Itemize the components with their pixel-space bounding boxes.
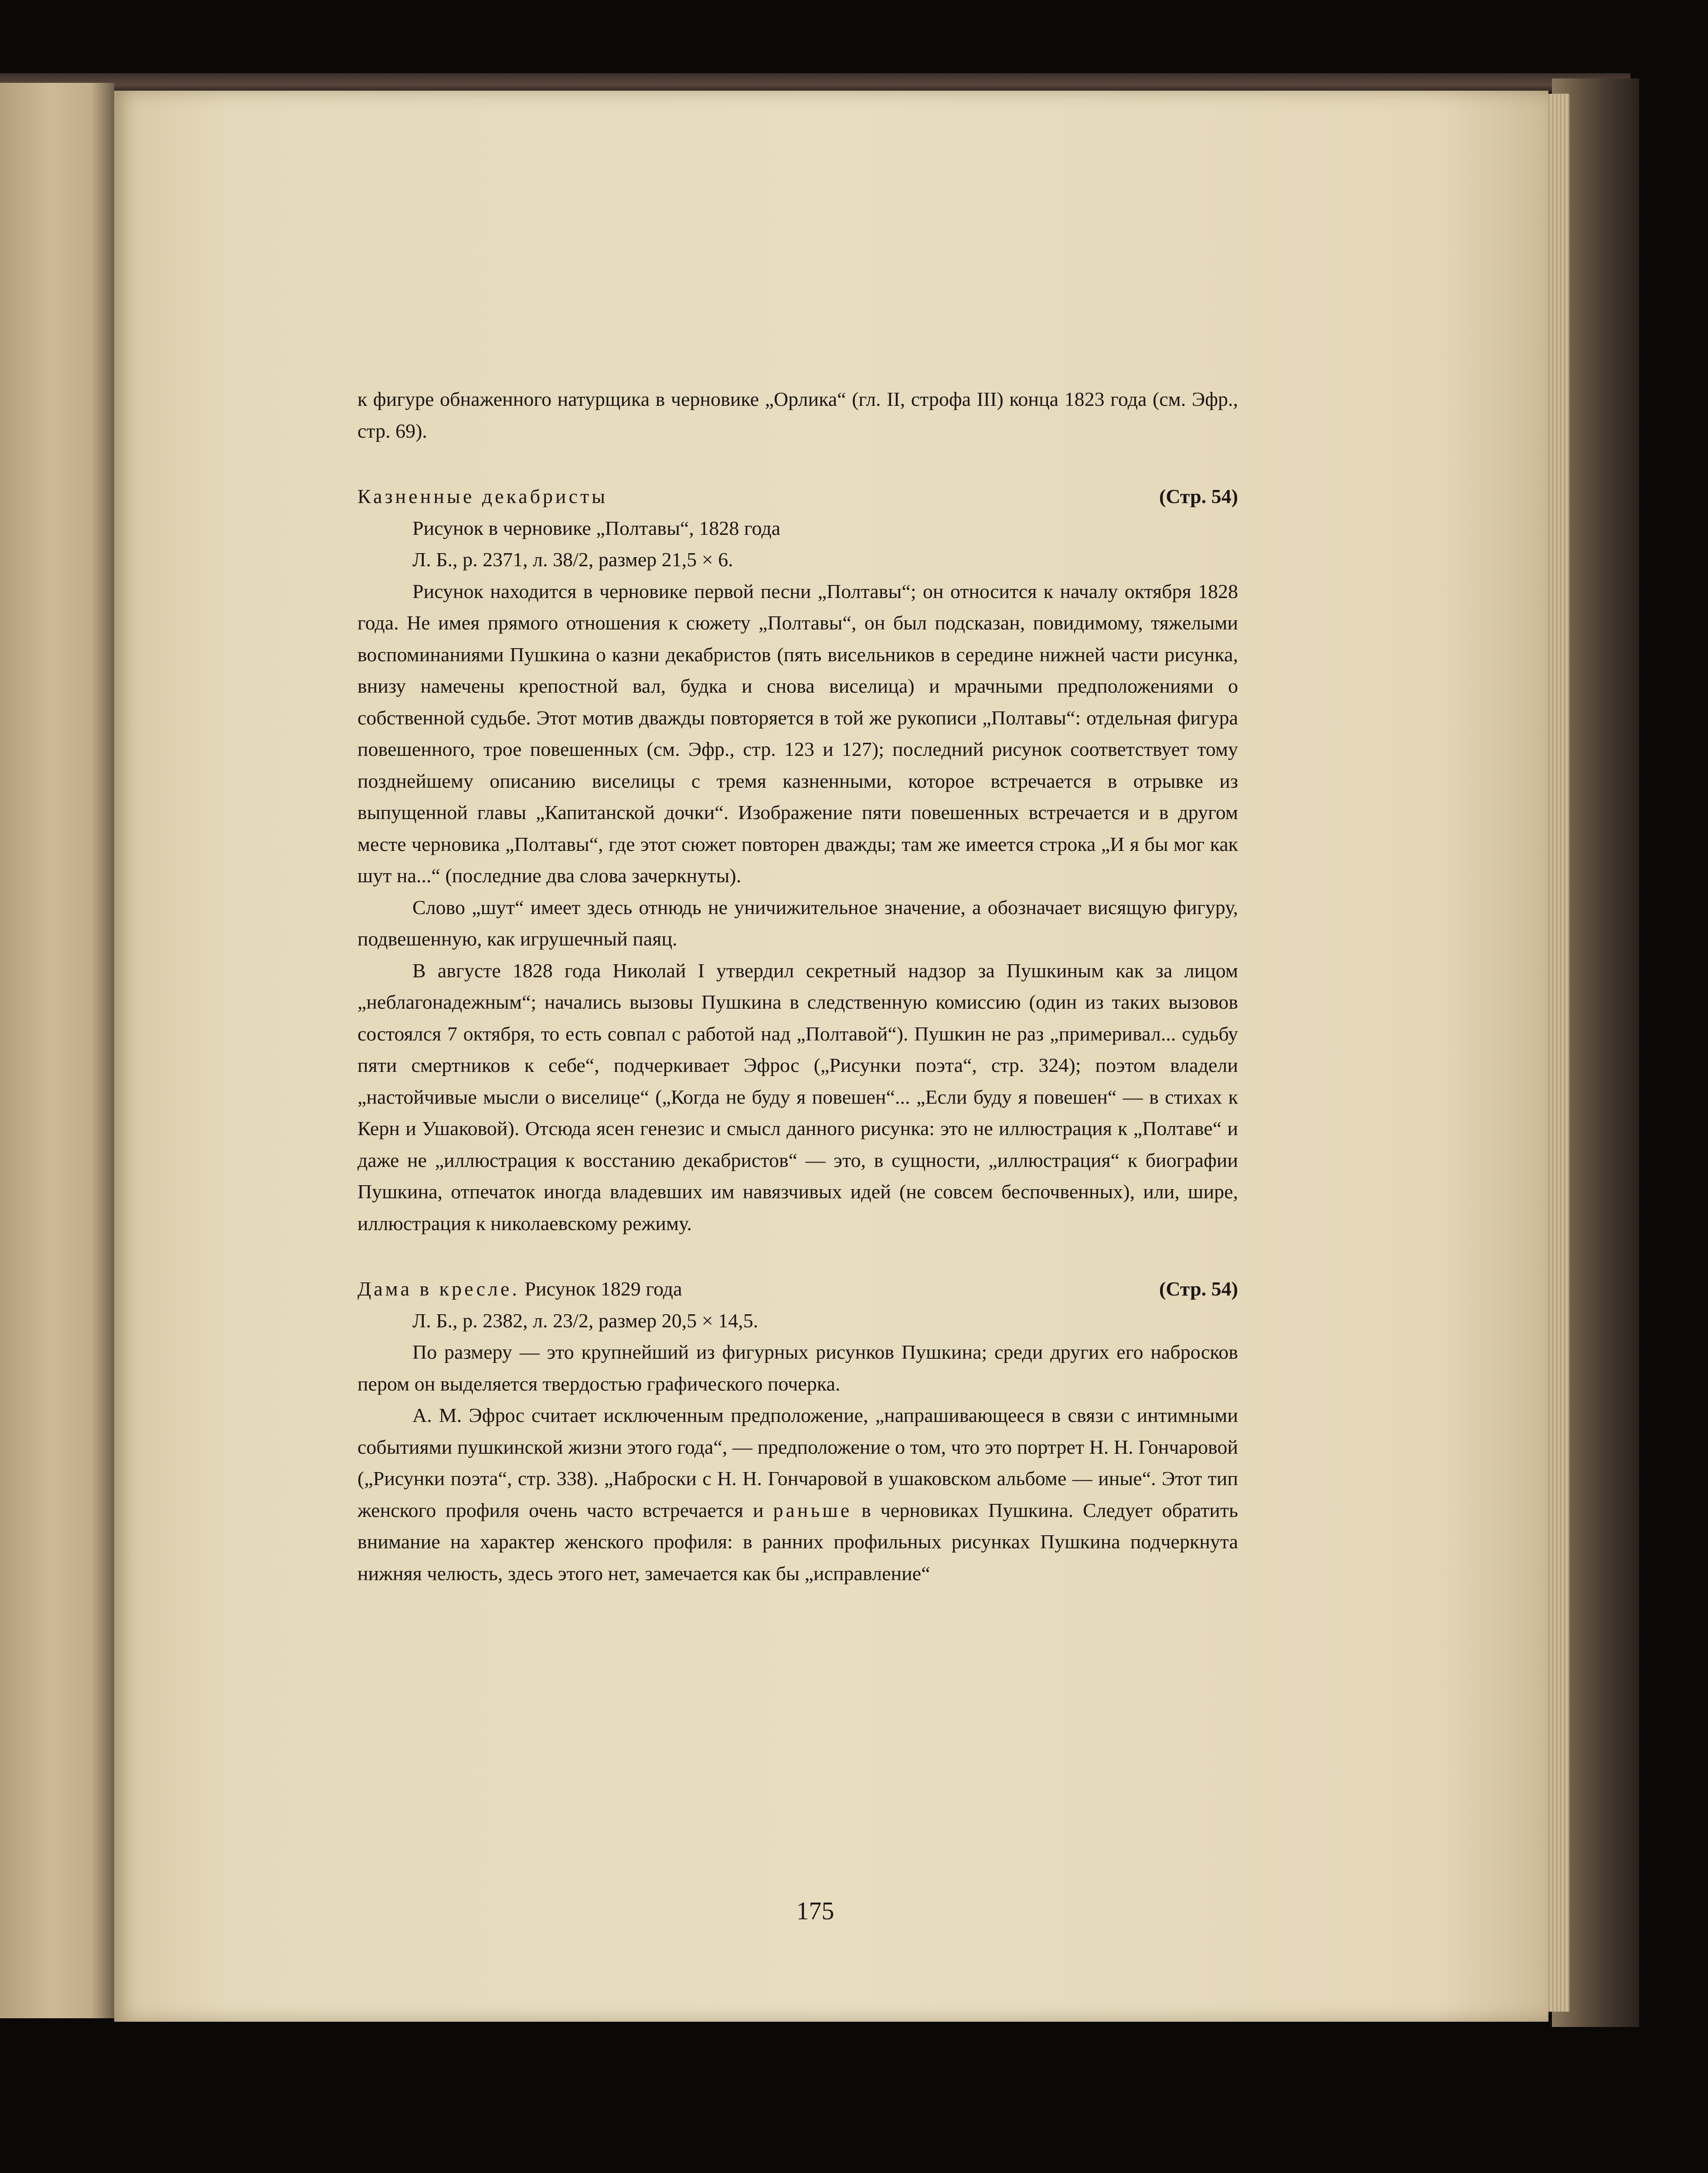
paragraph: В августе 1828 года Николай I утвердил секретный надзор за Пушкиным как за лицом „неблагонадежным“; начались вызовы Пушкина в следственную комиссию (один из таких вызовов состоялся 7 октября, то есть совпал с работой над „Полтавой“). Пушкин не раз „примеривал... судьбу пяти смертников к себе“, подчеркивает Эфрос („Рисунки поэта“, стр. 324); поэтом владели „настойчивые мысли о виселице“ („Когда не буду я повешен“... „Если буду я повешен“ — в стихах к Керн и Ушаковой). Отсюда ясен генезис и смысл данного рисунка: это не иллюстрация к „Полтаве“ и даже не „иллюстрация к восстанию декабристов“ — это, в сущности, „иллюстрация“ к биографии Пушкина, отпечаток иногда владевших им навязчивых идей (не совсем беспочвенных), или, шире, иллюстрация к николаевскому режиму. — [357, 959, 1238, 1234]
paragraph: По размеру — это крупнейший из фигурных рисунков Пушкина; среди других его набросков пером он выделяется твердостью графического почерка. — [357, 1341, 1238, 1395]
emphasized-word: раньше — [773, 1499, 852, 1521]
page-reference: (Стр. 54) — [1159, 485, 1238, 507]
section-title: Казненные декабристы — [357, 485, 608, 507]
paragraph: А. М. Эфрос считает исключенным предположение, „напрашивающееся в связи с интимными событиями пушкинской жизни этого года“, — предположение о том, что это портрет Н. Н. Гончаровой („Рисунки поэта“, стр. 338). „Наброски с Н. Н. Гончаровой в ушаковском альбоме — иные“. Этот тип женского профиля очень часто встречается и раньше в черновиках Пушкина. Следует обратить внимание на характер женского профиля: в ранних профильных рисунках Пушкина подчеркнута нижняя челюсть, здесь этого нет, замечается как бы „исправление“ — [357, 1404, 1238, 1585]
paragraph: Слово „шут“ имеет здесь отнюдь не уничижительное значение, а обозначает висящую фигуру, подвешенную, как игрушечный паяц. — [357, 896, 1238, 950]
drawing-caption: Рисунок в черновике „Полтавы“, 1828 года — [412, 517, 781, 539]
section-title: Дама в кресле. Рисунок 1829 года — [357, 1278, 682, 1300]
book-cover-top — [0, 73, 1630, 92]
left-page-edge — [0, 83, 114, 2018]
page-number: 175 — [796, 1897, 834, 1925]
paragraph: Рисунок находится в черновике первой песни „Полтавы“; он относится к началу октября 1828 года. Не имея прямого отношения к сюжету „Полтавы“, он был подсказан, повидимому, тяжелыми воспоминаниями Пушкина о казни декабристов (пять висельников в середине нижней части рисунка, внизу намечены крепостной вал, будка и снова виселица) и мрачными предположениями о собственной судьбе. Этот мотив дважды повторяется в той же рукописи „Полтавы“: отдельная фигура повешенного, трое повешенных (см. Эфр., стр. 123 и 127); последний рисунок соответствует тому позднейшему описанию виселицы с тремя казненными, которое встречается в отрывке из выпущенной главы „Капитанской дочки“. Изображение пяти повешенных встречается и в другом месте черновика „Полтавы“, где этот сюжет повторен дважды; там же имеется строка „И я бы мог как шут на...“ (последние два слова зачеркнуты). — [357, 580, 1238, 887]
section-heading-executed-decembrists — [357, 481, 1238, 513]
drawing-source: Л. Б., р. 2371, л. 38/2, размер 21,5 × 6. — [412, 548, 733, 571]
paragraph-top: к фигуре обнаженного натурщика в черновике „Орлика“ (гл. II, строфа III) конца 1823 года (см. Эфр., стр. 69). — [357, 388, 1238, 442]
section-heading-lady-in-armchair — [357, 1273, 1238, 1305]
page-text — [357, 384, 1238, 1589]
drawing-source: Л. Б., р. 2382, л. 23/2, размер 20,5 × 14,5. — [412, 1309, 759, 1332]
page-reference: (Стр. 54) — [1159, 1278, 1238, 1300]
